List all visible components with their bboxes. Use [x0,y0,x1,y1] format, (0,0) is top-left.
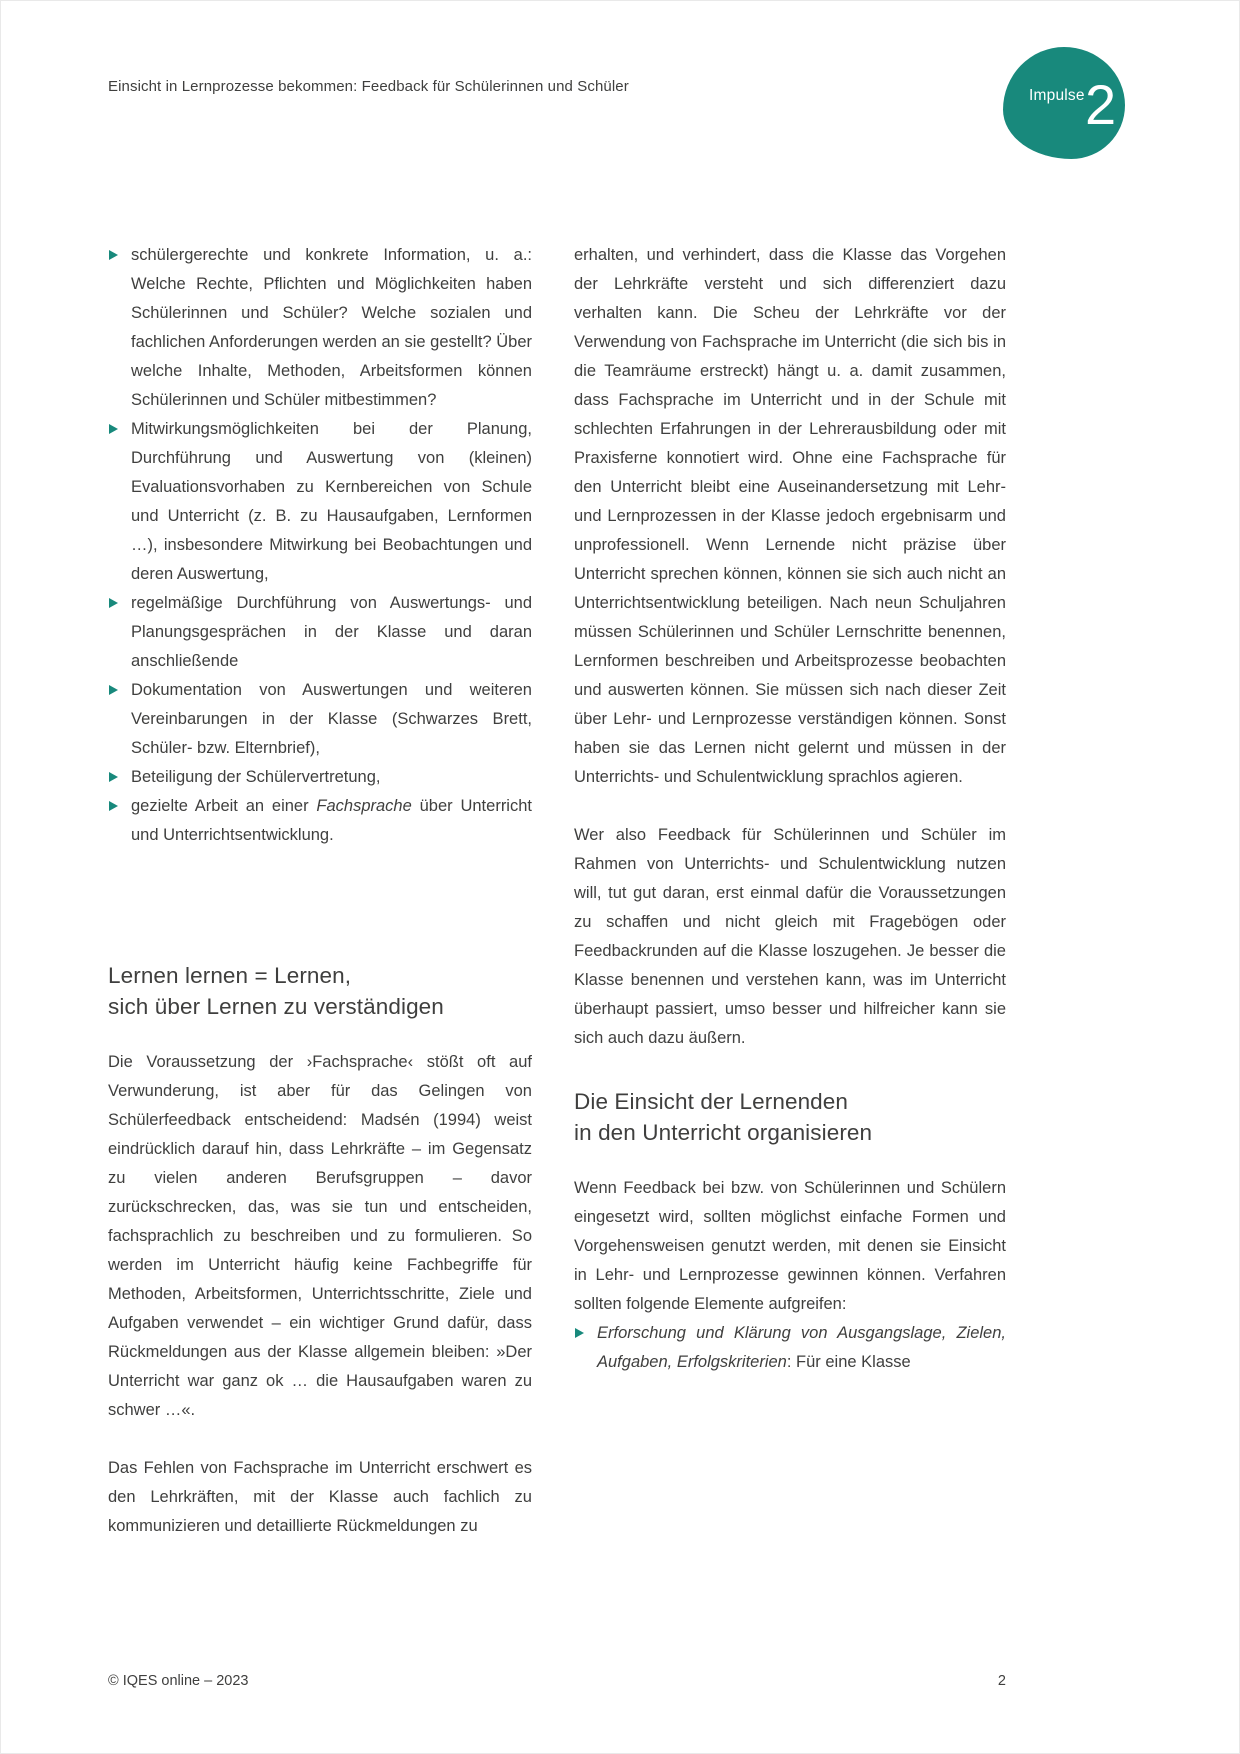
list-item-text: Beteiligung der Schülervertretung, [131,768,381,786]
bullet-list [108,241,532,850]
section-heading-lernen-lernen [108,960,532,1022]
badge-number: 2 [1085,73,1117,136]
impulse-badge [1003,47,1125,159]
list-item [574,1319,1006,1377]
bullet-triangle-icon [109,424,118,434]
paragraph: erhalten, und verhindert, dass die Klasse das Vorgehen der Lehrkräfte versteht und sich differenziert dazu verhalten kann. Die Scheu der Lehrkräfte vor der Verwendung von Fachsprache im Unterricht (die sich bis in die Teamräume erstreckt) hängt u. a. damit zusammen, dass Fachsprache im Unterricht und in der Schule mit schlechten Erfahrungen in der Lehrerausbildung oder mit Praxisferne konnotiert wird. Ohne eine Fachsprache für den Unterricht bleibt eine Auseinandersetzung mit Lehr- und Lernprozessen in der Klasse jedoch ergebnisarm und unprofessionell. Wenn Lernende nicht präzise über Unterricht sprechen können, können sie sich auch nicht an Unterrichtsentwicklung beteiligen. Nach neun Schuljahren müssen Schülerinnen und Schüler Lernschritte benennen, Lernformen beschreiben und Arbeitsprozesse beobachten und auswerten können. Sie müssen sich nach dieser Zeit über Lehr- und Lernprozesse verständigen können. Sonst haben sie das Lernen nicht gelernt und müssen in der Unterrichts- und Schulentwicklung sprachlos agieren. [574,246,1006,786]
list-item [108,792,532,850]
list-item-text: regelmäßige Durchführung von Auswertungs- und Planungsgesprächen in der Klasse und daran anschließende [131,594,532,670]
bullet-triangle-icon [109,772,118,782]
list-item-text: Dokumentation von Auswertungen und weiteren Vereinbarungen in der Klasse (Schwarzes Brett, Schüler- bzw. Elternbrief), [131,681,532,757]
heading-line: Lernen lernen = Lernen, [108,963,352,988]
list-item-text: schülergerechte und konkrete Information, u. a.: Welche Rechte, Pflichten und Möglichkeiten haben Schülerinnen und Schüler? Welche sozialen und fachlichen Anforderungen werden an sie gestellt? Über welche Inhalte, Methoden, Arbeitsformen können Schülerinnen und Schüler mitbestimmen? [131,246,532,409]
bullet-triangle-icon [109,801,118,811]
heading-line: Die Einsicht der Lernenden [574,1089,849,1114]
list-item-text-italic: Fachsprache [316,797,412,815]
list-item-text-italic: Erforschung und Klärung von Ausgangslage, Zielen, Aufgaben, Erfolgskriterien [597,1324,1006,1371]
bullet-triangle-icon [575,1328,584,1338]
bullet-triangle-icon [109,250,118,260]
section-heading-einsicht [574,1086,1006,1148]
right-column [574,241,1006,1377]
list-item-text: Mitwirkungsmöglichkeiten bei der Planung, Durchführung und Auswertung von (kleinen) Evaluationsvorhaben zu Kernbereichen von Schule und Unterricht (z. B. zu Hausaufgaben, Lernformen …), insbesondere Mitwirkung bei Beobachtungen und deren Auswertung, [131,420,532,583]
paragraph: Wer also Feedback für Schülerinnen und Schüler im Rahmen von Unterrichts- und Schulentwicklung nutzen will, tut gut daran, erst einmal dafür die Voraussetzungen zu schaffen und nicht gleich mit Fragebögen oder Feedbackrunden auf die Klasse loszugehen. Je besser die Klasse benennen und verstehen kann, was im Unterricht überhaupt passiert, umso besser und hilfreicher kann sie sich auch dazu äußern. [574,826,1006,1047]
paragraph: Die Voraussetzung der ›Fachsprache‹ stößt oft auf Verwunderung, ist aber für das Gelingen von Schülerfeedback entscheidend: Madsén (1994) weist eindrücklich darauf hin, dass Lehrkräfte – im Gegensatz zu vielen anderen Berufsgruppen – davor zurückschrecken, das, was sie tun und entscheiden, fachsprachlich zu beschreiben und zu formulieren. So werden im Unterricht häufig keine Fachbegriffe für Methoden, Arbeitsformen, Unterrichtsschritte, Ziele und Aufgaben verwendet – ein wichtiger Grund dafür, dass Rückmeldungen aus der Klasse allgemein bleiben: »Der Unterricht war ganz ok … die Hausaufgaben waren zu schwer …«. [108,1053,532,1419]
bullet-triangle-icon [109,685,118,695]
paragraph: Das Fehlen von Fachsprache im Unterricht erschwert es den Lehrkräften, mit der Klasse auch fachlich zu kommunizieren und detaillierte Rückmeldungen zu [108,1459,532,1535]
page-footer [108,1672,1006,1690]
running-title: Einsicht in Lernprozesse bekommen: Feedback für Schülerinnen und Schüler [108,78,629,95]
left-column [108,241,532,1541]
list-item [108,241,532,415]
badge-label: Impulse [1029,87,1085,104]
list-item-text: : Für eine Klasse [786,1353,911,1371]
heading-line: in den Unterricht organisieren [574,1120,873,1145]
page-number: 2 [997,1673,1006,1689]
list-item [108,676,532,763]
list-item [108,763,532,792]
bullet-triangle-icon [109,598,118,608]
paragraph: Wenn Feedback bei bzw. von Schülerinnen und Schülern eingesetzt wird, sollten möglichst einfache Formen und Vorgehensweisen genutzt werden, mit denen sie Einsicht in Lehr- und Lernprozesse gewinnen können. Verfahren sollten folgende Elemente aufgreifen: [574,1179,1006,1313]
bullet-list [574,1319,1006,1377]
heading-line: sich über Lernen zu verständigen [108,994,444,1019]
list-item [108,415,532,589]
list-item-text: gezielte Arbeit an einer [131,797,317,815]
copyright-text: © IQES online – 2023 [108,1673,249,1689]
list-item [108,589,532,676]
list-item-text: über Unterricht und Unterrichtsentwicklung. [131,797,532,844]
